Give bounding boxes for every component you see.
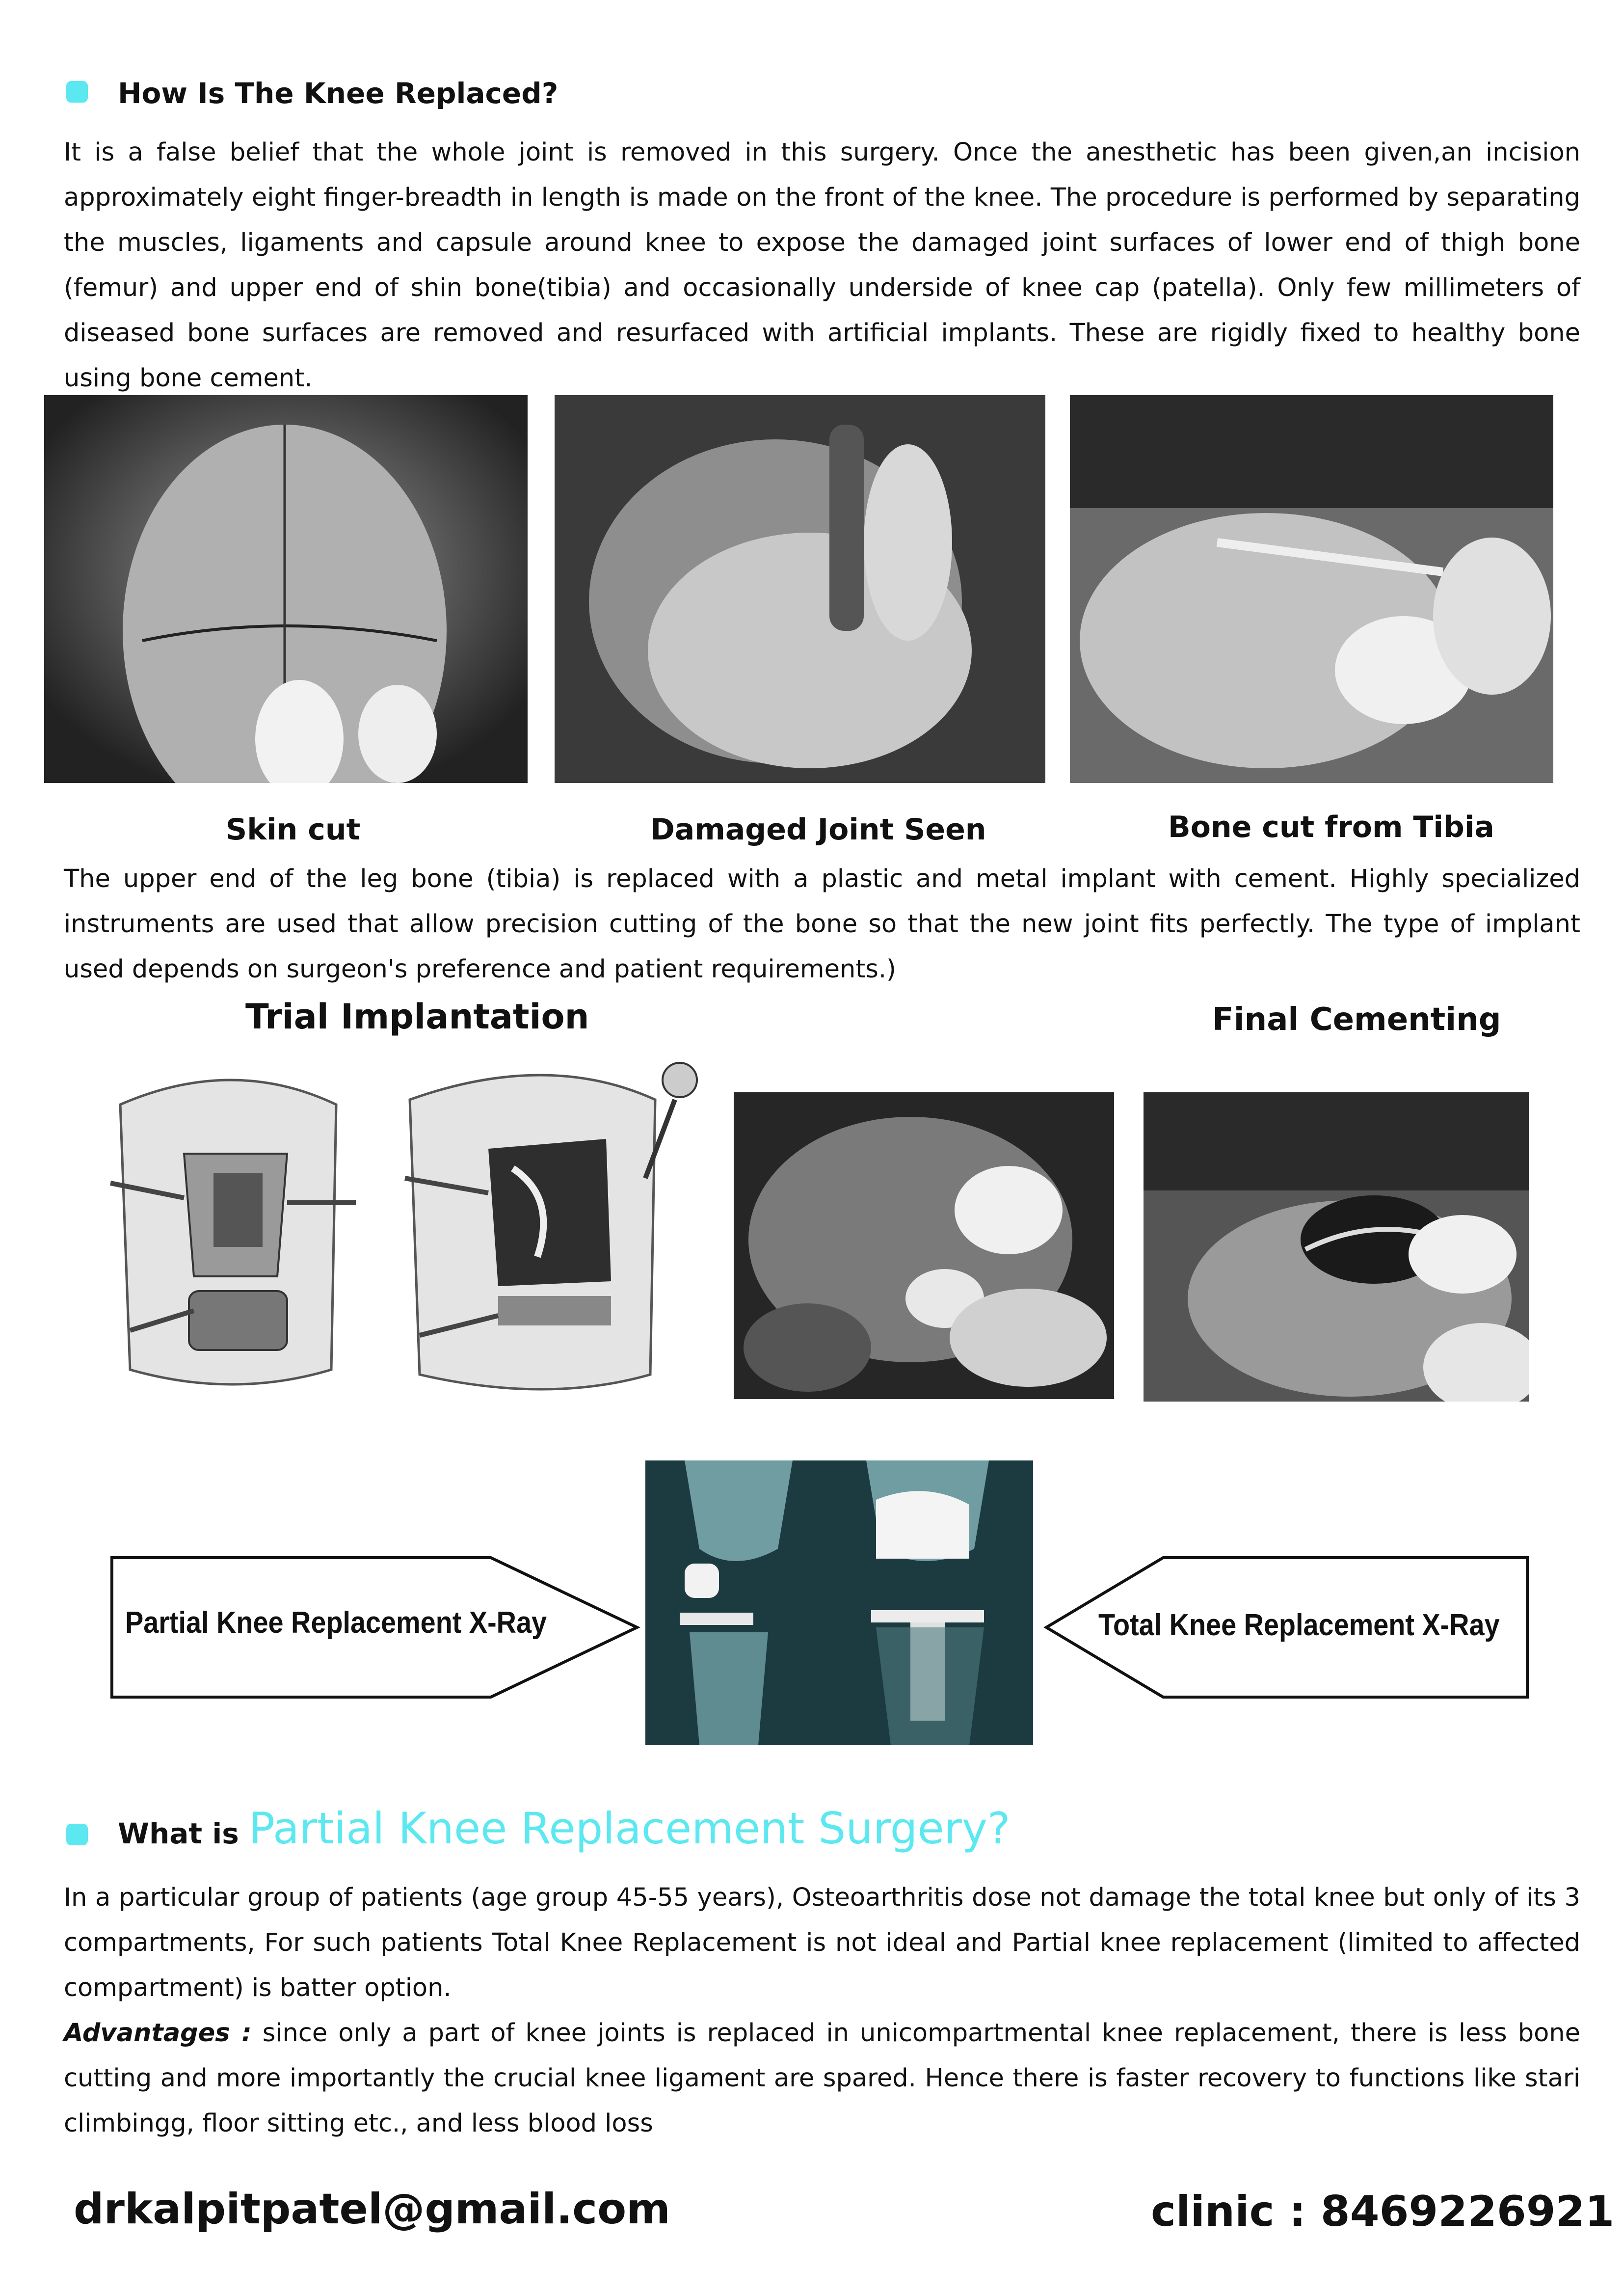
caption-bone-cut-tibia: Bone cut from Tibia (1168, 810, 1494, 844)
advantages-paragraph (64, 2011, 1580, 2146)
section2-paragraph (64, 857, 1580, 992)
bone-cut-tibia-image (1070, 395, 1553, 783)
section-heading-partial-knee (118, 1803, 1011, 1854)
photo-damaged-joint (555, 395, 1045, 783)
photo-skin-cut (44, 395, 528, 783)
footer-email[interactable]: drkalpitpatel@gmail.com (74, 2185, 670, 2234)
total-knee-xray-label: Total Knee Replacement X-Ray (1098, 1608, 1500, 1642)
bullet-icon (66, 1824, 88, 1845)
section1-paragraph (64, 130, 1580, 401)
section3-text: In a particular group of patients (age group 45-55 years), Osteoarthritis dose not damage the total knee but only of its 3 compartments, For such patients Total Knee Replacement is not ideal and Partial knee replacement (limited to affected compartment) is batter option. (64, 1883, 1580, 2002)
section-heading-how-replaced: How Is The Knee Replaced? (118, 77, 559, 110)
section1-text: It is a false belief that the whole joint is removed in this surgery. Once the anesthetic has been given,an incision approximately eight finger-breadth in length is made on the front of the knee. The procedure is performed by separating the muscles, ligaments and capsule around knee to expose the damaged joint surfaces of lower end of thigh bone (femur) and upper end of shin bone(tibia) and occasionally underside of knee cap (patella). Only few millimeters of diseased bone surfaces are removed and resurfaced with artificial implants. These are rigidly fixed to healthy bone using bone cement. (64, 138, 1580, 393)
illustration-trial-1 (101, 1055, 366, 1399)
advantages-text: since only a part of knee joints is replaced in unicompartmental knee replacement, there is less bone cutting and more importantly the crucial knee ligament are spared. Hence there is faster recovery to functions like stari climbingg, floor sitting etc., and less blood loss (64, 2019, 1580, 2138)
trial-implant-image (734, 1092, 1114, 1399)
trial-illustration-2 (400, 1051, 714, 1404)
partial-knee-xray-label: Partial Knee Replacement X-Ray (125, 1606, 547, 1640)
heading-prefix: What is (118, 1817, 239, 1850)
xray-knee-image (645, 1460, 1033, 1745)
photo-trial-implant (734, 1092, 1114, 1399)
caption-skin-cut: Skin cut (226, 812, 361, 847)
skin-cut-image (44, 395, 528, 783)
section3-paragraph (64, 1875, 1580, 2146)
bullet-icon (66, 81, 88, 103)
caption-damaged-joint: Damaged Joint Seen (650, 812, 986, 847)
advantages-label: Advantages : (64, 2019, 252, 2048)
footer-clinic-phone[interactable]: clinic : 8469226921 (1151, 2187, 1615, 2236)
section2-text: The upper end of the leg bone (tibia) is replaced with a plastic and metal implant with cement. Highly specialized instruments are used that allow precision cutting of the bone so that the new joint fits perfectly. The type of implant used depends on surgeon's preference and patient requirements.) (64, 864, 1580, 984)
photo-bone-cut-tibia (1070, 395, 1553, 783)
caption-trial-implantation: Trial Implantation (245, 997, 589, 1037)
trial-illustration-1 (101, 1055, 366, 1399)
illustration-trial-2 (400, 1051, 714, 1404)
final-cementing-image (1144, 1092, 1529, 1402)
photo-final-cementing (1144, 1092, 1529, 1402)
heading-accent: Partial Knee Replacement Surgery? (248, 1803, 1011, 1854)
damaged-joint-image (555, 395, 1045, 783)
xray-image (645, 1460, 1033, 1745)
caption-final-cementing: Final Cementing (1212, 1001, 1501, 1038)
